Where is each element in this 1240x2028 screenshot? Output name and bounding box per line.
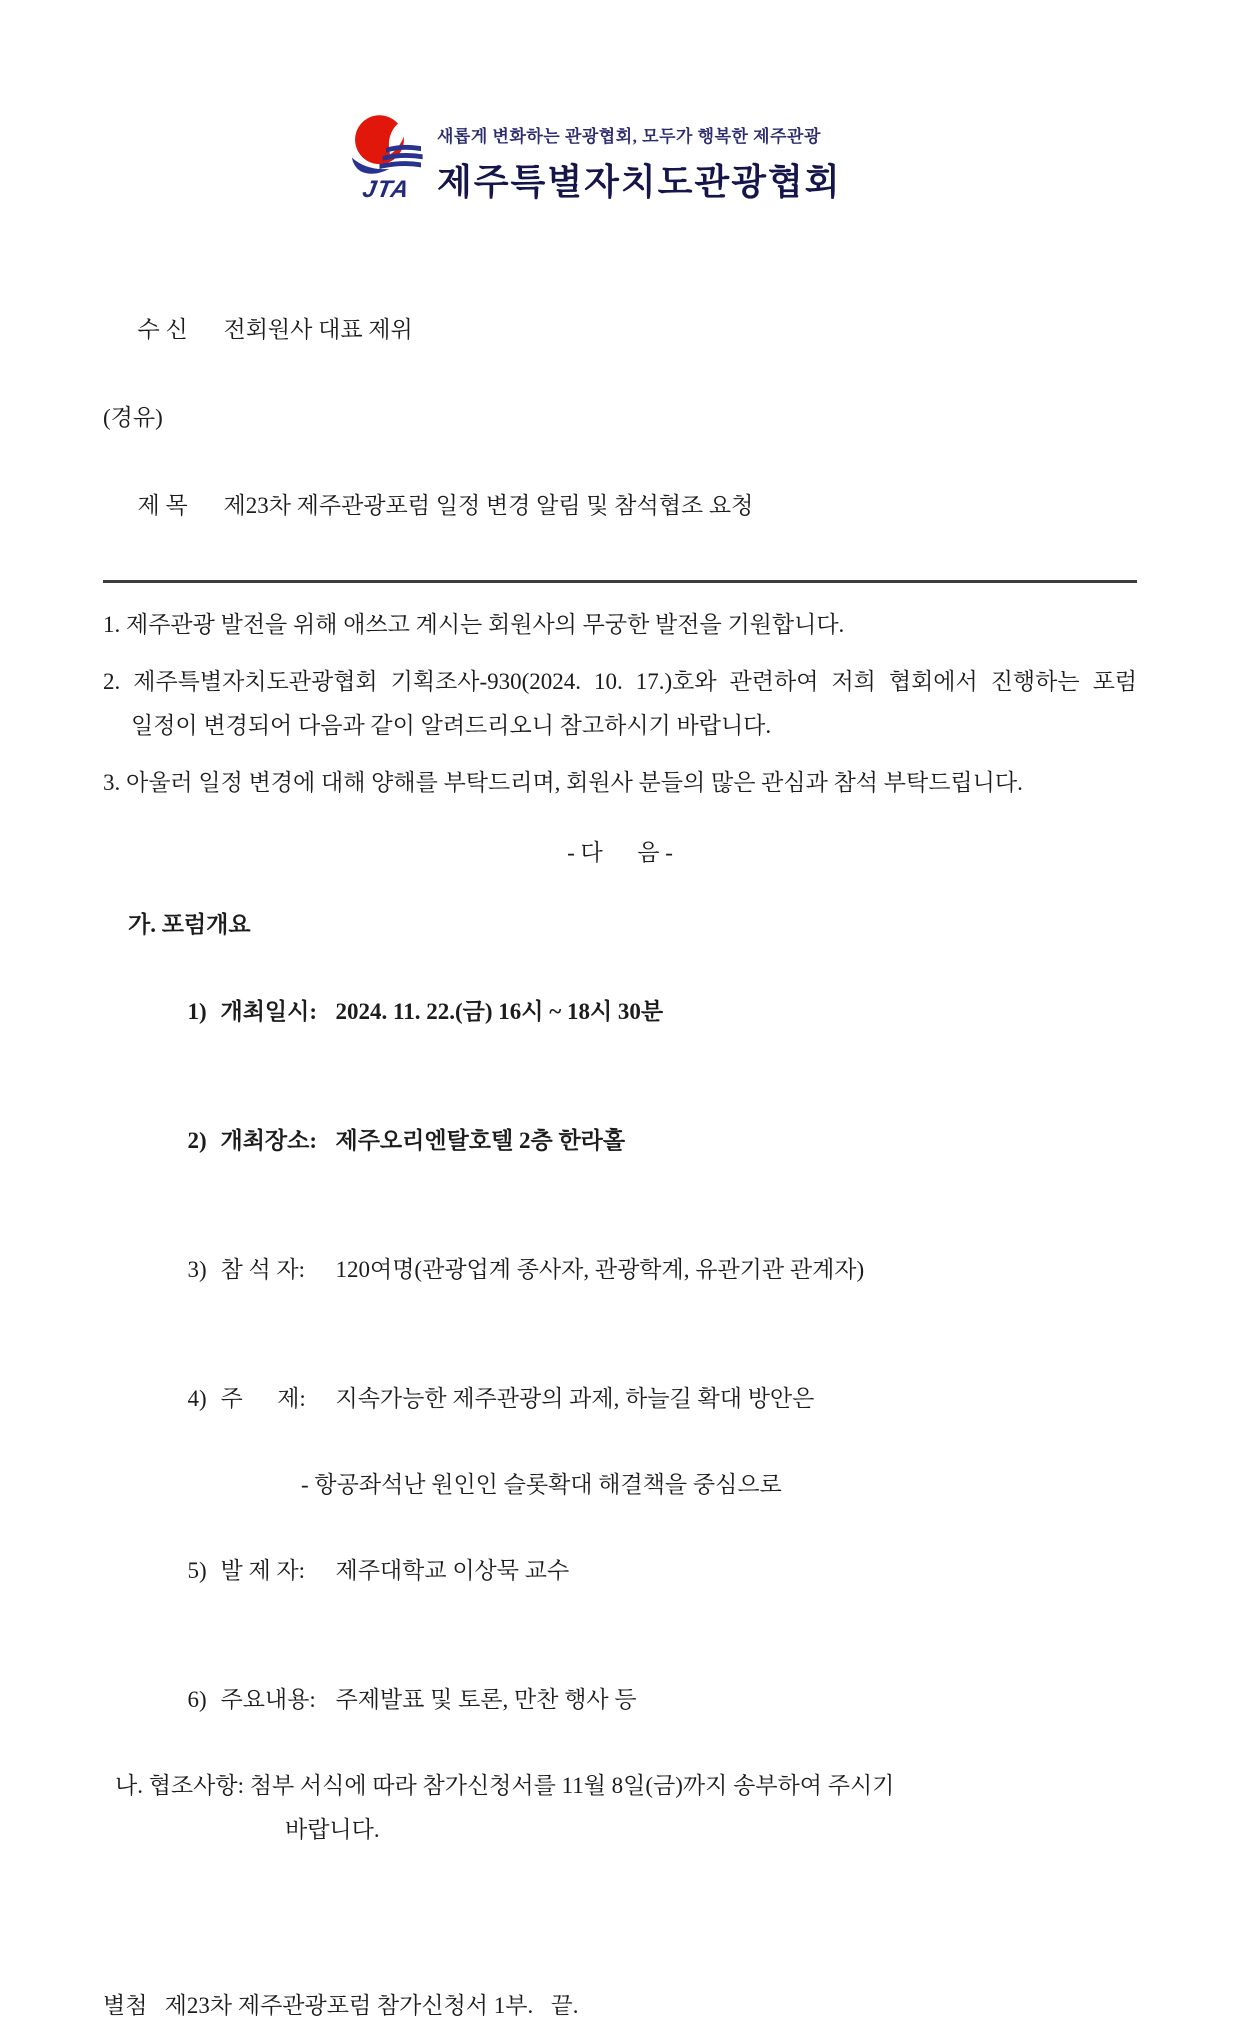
section-ga-title: 가. 포럼개요: [128, 912, 251, 937]
recipient-label: 수 신: [137, 317, 188, 342]
doc-footer: [103, 1984, 1137, 2028]
org-block: [437, 112, 842, 205]
recipient-row: [103, 264, 1137, 396]
item-number: 6): [187, 1687, 207, 1712]
doc-head: [103, 264, 1137, 583]
org-tagline: 새롭게 변화하는 관광협회, 모두가 행복한 제주관광: [437, 127, 821, 146]
item-label: 주요내용:: [220, 1687, 316, 1712]
jta-logo: [345, 112, 427, 204]
item-number: 2): [187, 1128, 207, 1153]
item-label: 개최장소:: [220, 1128, 318, 1153]
subject-row: [103, 440, 1137, 572]
item-label: 발 제 자:: [220, 1558, 306, 1583]
outline-item-5: [103, 1506, 1137, 1635]
subject-value: 제23차 제주관광포럼 일정 변경 알림 및 참석협조 요청: [223, 493, 754, 518]
item-value: 제주오리엔탈호텔 2층 한라홀: [335, 1128, 626, 1153]
item-label: 참 석 자:: [220, 1257, 306, 1282]
outline-item-2: [103, 1076, 1137, 1205]
outline-item-3: [103, 1205, 1137, 1334]
outline-item-4: [103, 1334, 1137, 1463]
paragraph-3: 3. 아울러 일정 변경에 대해 양해를 부탁드리며, 회원사 분들의 많은 관심과 참석 부탁드립니다.: [103, 770, 1023, 795]
org-name: 제주특별자치도관광협회: [437, 162, 842, 202]
recipient-value: 전회원사 대표 제위: [223, 317, 413, 342]
item-value: 2024. 11. 22.(금) 16시 ~ 18시 30분: [335, 999, 664, 1024]
subject-divider: [103, 580, 1137, 583]
section-na: 나. 협조사항: 첨부 서식에 따라 참가신청서를 11월 8일(금)까지 송부하여 주시기: [115, 1773, 895, 1798]
forum-outline: [103, 903, 1137, 1852]
item-number: 1): [187, 999, 207, 1024]
via-row: (경유): [103, 405, 163, 430]
item-value: 주제발표 및 토론, 만찬 행사 등: [335, 1687, 637, 1712]
item-number: 5): [187, 1558, 207, 1583]
item-label: 개최일시:: [220, 999, 318, 1024]
outline-item-1: [103, 947, 1137, 1076]
section-na-continuation: 바랍니다.: [285, 1817, 380, 1842]
item-value: 제주대학교 이상묵 교수: [335, 1558, 570, 1583]
jta-logo-text: JTA: [360, 176, 412, 203]
paragraph-1: 1. 제주관광 발전을 위해 애쓰고 계시는 회원사의 무궁한 발전을 기원합니다.: [103, 612, 845, 637]
item-number: 4): [187, 1386, 207, 1411]
item-number: 3): [187, 1257, 207, 1282]
jta-emblem-icon: [345, 112, 427, 182]
paragraph-2: 2. 제주특별자치도관광협회 기획조사-930(2024. 10. 17.)호와 관련하여 저희 협회에서 진행하는 포럼 일정이 변경되어 다음과 같이 알려드리오니 참고하시기 바랍니다.: [103, 669, 1137, 738]
letterhead: [345, 112, 1137, 208]
item-label: 주 제:: [220, 1386, 306, 1411]
daum-divider: - 다 음 -: [567, 840, 673, 865]
outline-item-4-sub: - 항공좌석난 원인인 슬롯확대 해결책을 중심으로: [301, 1472, 782, 1497]
doc-body: [103, 603, 1137, 875]
attachment-line: 별첨 제23차 제주관광포럼 참가신청서 1부. 끝.: [103, 1993, 579, 2018]
item-value: 지속가능한 제주관광의 과제, 하늘길 확대 방안은: [335, 1386, 815, 1411]
item-value: 120여명(관광업계 종사자, 관광학계, 유관기관 관계자): [335, 1257, 865, 1282]
outline-item-6: [103, 1635, 1137, 1764]
subject-label: 제 목: [137, 493, 188, 518]
